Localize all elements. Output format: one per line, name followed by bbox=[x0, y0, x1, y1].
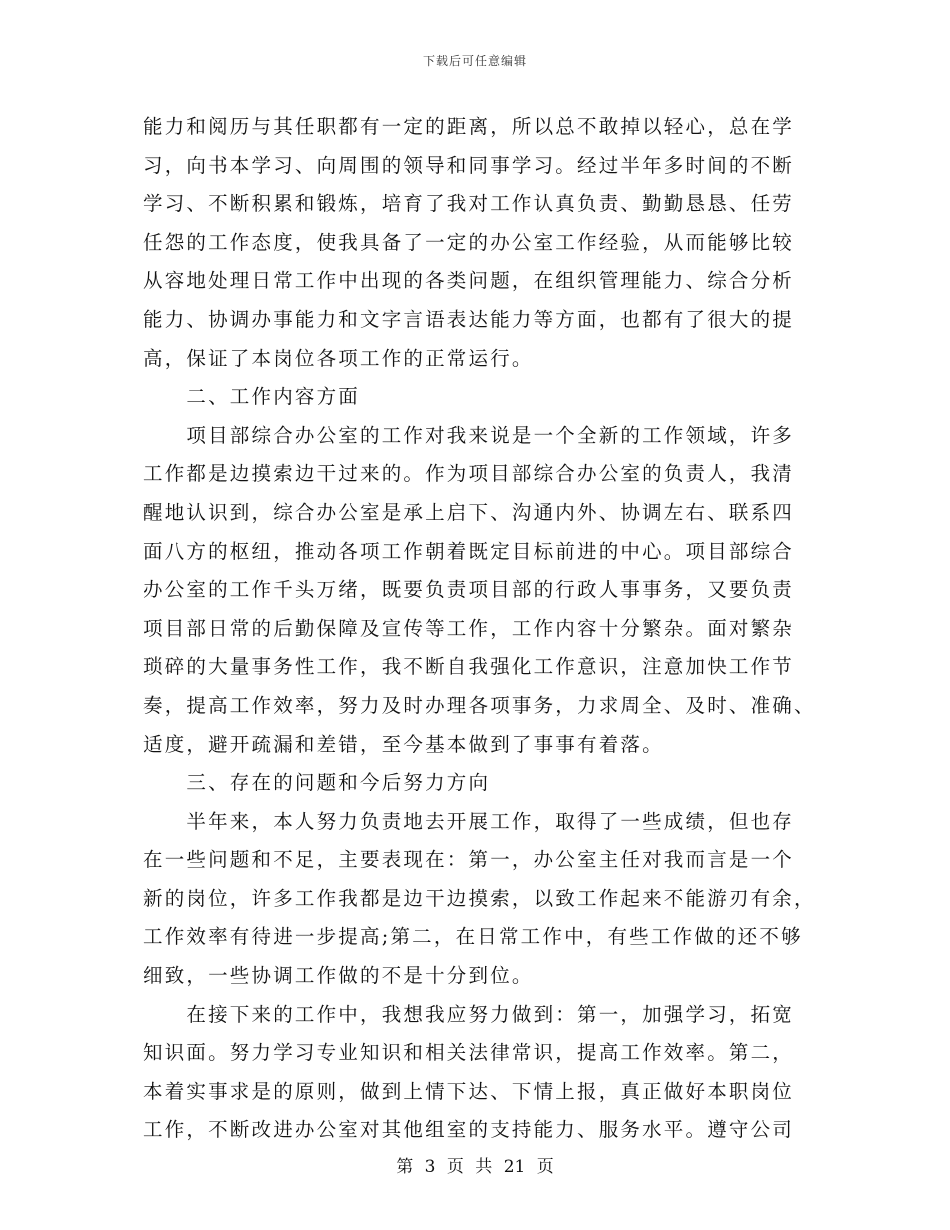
text-line: 习，向书本学习、向周围的领导和同事学习。经过半年多时间的不断 bbox=[143, 153, 795, 177]
text-line: 在一些问题和不足，主要表现在：第一，办公室主任对我而言是一个 bbox=[143, 848, 795, 872]
text-line: 新的岗位，许多工作我都是边干边摸索，以致工作起来不能游刃有余， bbox=[143, 886, 816, 910]
text-line: 在接下来的工作中，我想我应努力做到：第一，加强学习，拓宽 bbox=[143, 1002, 795, 1026]
text-line: 办公室的工作千头万绪，既要负责项目部的行政人事事务，又要负责 bbox=[143, 578, 795, 602]
text-line: 细致，一些协调工作做的不是十分到位。 bbox=[143, 964, 534, 988]
text-line: 醒地认识到，综合办公室是承上启下、沟通内外、协调左右、联系四 bbox=[143, 500, 795, 524]
text-line: 项目部日常的后勤保障及宣传等工作，工作内容十分繁杂。面对繁杂 bbox=[143, 616, 795, 640]
text-line: 半年来，本人努力负责地去开展工作，取得了一些成绩，但也存 bbox=[143, 809, 795, 833]
text-line: 琐碎的大量事务性工作，我不断自我强化工作意识，注意加快工作节 bbox=[143, 655, 795, 679]
page-number-footer: 第 3 页 共 21 页 bbox=[396, 1157, 554, 1177]
text-line: 项目部综合办公室的工作对我来说是一个全新的工作领域，许多 bbox=[143, 423, 795, 447]
text-line: 任怨的工作态度，使我具备了一定的办公室工作经验，从而能够比较 bbox=[143, 230, 795, 254]
text-line: 本着实事求是的原则，做到上情下达、下情上报，真正做好本职岗位 bbox=[143, 1079, 795, 1103]
text-line: 高，保证了本岗位各项工作的正常运行。 bbox=[143, 346, 534, 370]
text-line: 工作都是边摸索边干过来的。作为项目部综合办公室的负责人，我清 bbox=[143, 462, 795, 486]
text-line: 能力、协调办事能力和文字言语表达能力等方面，也都有了很大的提 bbox=[143, 307, 795, 331]
text-line: 适度，避开疏漏和差错，至今基本做到了事事有着落。 bbox=[143, 732, 664, 756]
text-line: 奏，提高工作效率，努力及时办理各项事务，力求周全、及时、准确、 bbox=[143, 693, 816, 717]
document-body bbox=[143, 108, 816, 1150]
text-line: 工作，不断改进办公室对其他组室的支持能力、服务水平。遵守公司 bbox=[143, 1118, 795, 1142]
text-line: 工作效率有待进一步提高;第二，在日常工作中，有些工作做的还不够 bbox=[143, 925, 803, 949]
text-line: 面八方的枢纽，推动各项工作朝着既定目标前进的中心。项目部综合 bbox=[143, 539, 795, 563]
text-line: 知识面。努力学习专业知识和相关法律常识，提高工作效率。第二， bbox=[143, 1041, 795, 1065]
page-header: 下载后可任意编辑 bbox=[422, 54, 527, 68]
section-heading-work-content: 二、工作内容方面 bbox=[143, 385, 361, 409]
text-line: 从容地处理日常工作中出现的各类问题，在组织管理能力、综合分析 bbox=[143, 269, 795, 293]
text-line: 能力和阅历与其任职都有一定的距离，所以总不敢掉以轻心，总在学 bbox=[143, 115, 795, 138]
text-line: 学习、不断积累和锻炼，培育了我对工作认真负责、勤勤恳恳、任劳 bbox=[143, 192, 795, 216]
section-heading-problems-and-direction: 三、存在的问题和今后努力方向 bbox=[143, 771, 491, 795]
